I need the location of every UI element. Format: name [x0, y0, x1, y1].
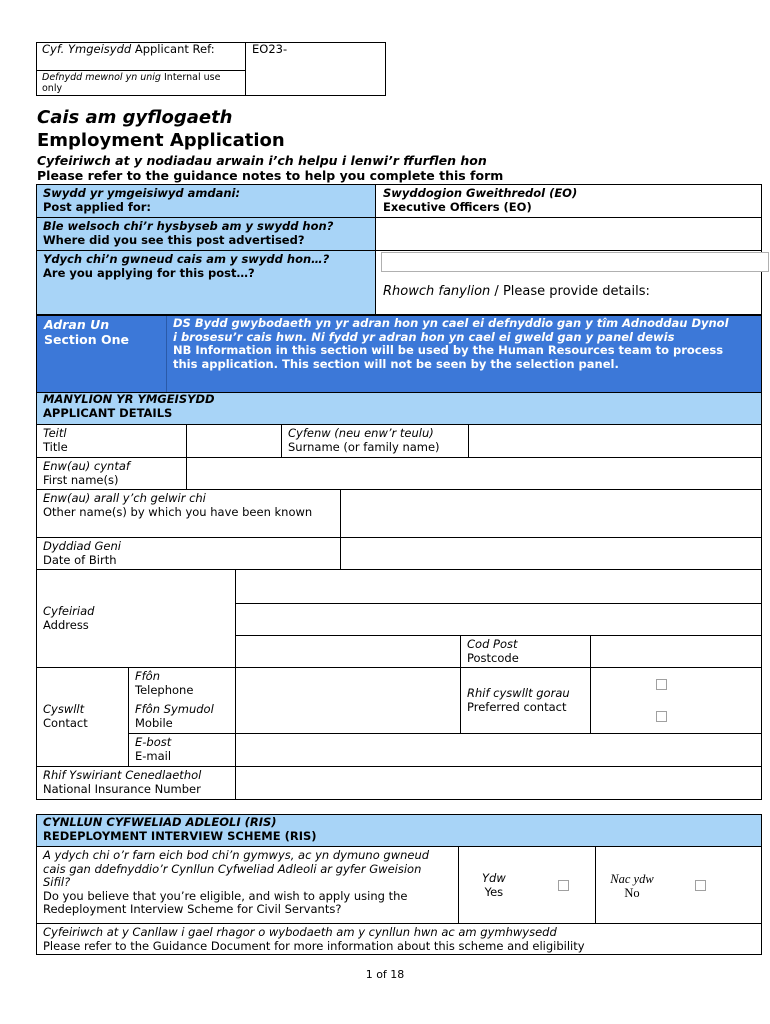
title-english: Employment Application: [37, 130, 285, 151]
provide-details-label: Rhowch fanylion / Please provide details:: [383, 284, 650, 299]
other-names-label: Enw(au) arall y’ch gelwir chi Other name(s) by which you have been known: [43, 491, 313, 519]
section-one-label: Adran Un Section One: [44, 317, 129, 347]
mobile-field[interactable]: [236, 701, 459, 732]
ris-title: CYNLLUN CYFWELIAD ADLEOLI (RIS) REDEPLOYMENT INTERVIEW SCHEME (RIS): [43, 815, 317, 843]
title-welsh: Cais am gyflogaeth: [37, 107, 233, 128]
divider: [37, 457, 761, 458]
preferred-mobile-checkbox[interactable]: [656, 711, 667, 722]
ni-number-label: Rhif Yswiriant Cenedlaethol National Insurance Number: [43, 768, 202, 796]
telephone-field[interactable]: [236, 668, 459, 700]
applicant-ref-value[interactable]: EO23-: [252, 42, 288, 56]
email-label: E-bost E-mail: [135, 735, 172, 763]
ris-no-label: Nac ydw No: [610, 872, 654, 900]
advert-source-field[interactable]: [377, 219, 760, 249]
advert-source-label: Ble welsoch chi’r hysbyseb am y swydd hon? Where did you see this post advertised?: [43, 219, 334, 247]
divider: [458, 847, 459, 923]
guidance-english: Please refer to the guidance notes to help you complete this form: [37, 168, 504, 183]
first-name-label: Enw(au) cyntaf First name(s): [43, 459, 130, 487]
telephone-label: Ffôn Telephone: [135, 669, 194, 697]
post-row-divider-2: [37, 250, 761, 251]
applying-for-dropdown[interactable]: [381, 252, 769, 272]
surname-field[interactable]: [469, 426, 761, 456]
applying-for-label: Ydych chi’n gwneud cais am y swydd hon…? Are you applying for this post…?: [43, 252, 330, 280]
internal-use-label: Defnydd mewnol yn unig Internal use only: [42, 72, 221, 94]
mobile-label: Ffôn Symudol Mobile: [135, 702, 214, 730]
post-row-divider-1: [37, 217, 761, 218]
first-name-field[interactable]: [187, 459, 761, 488]
address-line-3[interactable]: [236, 636, 459, 666]
address-line-1[interactable]: [236, 570, 761, 602]
section-one-note: DS Bydd gwybodaeth yn yr adran hon yn cael ei defnyddio gan y tîm Adnoddau Dynol i brosesu’r cais hwn. Ni fydd yr adran hon yn cael ei gweld gan y panel dewis NB Information in this section will be used by the Human Resources team to process this application. This section will not be seen by the selection panel.: [173, 316, 729, 371]
ref-box-divider-h: [36, 70, 246, 71]
divider: [37, 923, 761, 924]
address-line-2[interactable]: [236, 604, 761, 634]
address-label: Cyfeiriad Address: [43, 604, 95, 632]
other-names-field[interactable]: [341, 491, 761, 536]
page-number: 1 of 18: [365, 968, 405, 981]
title-label: Teitl Title: [43, 426, 68, 454]
contact-label: Cyswllt Contact: [43, 702, 88, 730]
email-field[interactable]: [236, 734, 761, 765]
divider: [37, 489, 761, 490]
ris-no-checkbox[interactable]: [695, 880, 706, 891]
preferred-telephone-checkbox[interactable]: [656, 679, 667, 690]
title-field[interactable]: [187, 426, 280, 456]
ris-guidance-note: Cyfeiriwch at y Canllaw i gael rhagor o wybodaeth am y cynllun hwn ac am gymhwysedd Please refer to the Guidance Document for more information about this scheme and eligibility: [43, 925, 585, 953]
postcode-field[interactable]: [591, 636, 761, 666]
ref-box-divider-v: [245, 42, 246, 96]
preferred-contact-label: Rhif cyswllt gorau Preferred contact: [467, 686, 570, 714]
postcode-label: Cod Post Postcode: [467, 637, 519, 665]
section-one-divider: [166, 316, 167, 392]
post-applied-value: Swyddogion Gweithredol (EO) Executive Officers (EO): [383, 186, 578, 214]
dob-label: Dyddiad Geni Date of Birth: [43, 539, 121, 567]
surname-label: Cyfenw (neu enw’r teulu) Surname (or family name): [288, 426, 440, 454]
ris-question: A ydych chi o’r farn eich bod chi’n gymwys, ac yn dymuno gwneud cais gan ddefnyddio’r Cynllun Cyfweliad Adleoli ar gyfer Gweision Sifil? Do you believe that you’re eligible, and wish to apply using the Redeployment Interview Scheme for Civil Servants?: [43, 848, 430, 916]
post-applied-label: Swydd yr ymgeisiwyd amdani: Post applied for:: [43, 186, 241, 214]
applicant-details-title: MANYLION YR YMGEISYDD APPLICANT DETAILS: [43, 392, 215, 420]
applicant-ref-label: Cyf. Ymgeisydd Applicant Ref:: [42, 42, 215, 56]
ris-yes-label: Ydw Yes: [482, 871, 506, 899]
guidance-welsh: Cyfeiriwch at y nodiadau arwain i’ch helpu i lenwi’r ffurflen hon: [37, 153, 487, 168]
dob-field[interactable]: [341, 539, 761, 568]
divider: [37, 537, 761, 538]
ris-yes-checkbox[interactable]: [558, 880, 569, 891]
ni-number-field[interactable]: [236, 767, 761, 799]
divider: [595, 847, 596, 923]
